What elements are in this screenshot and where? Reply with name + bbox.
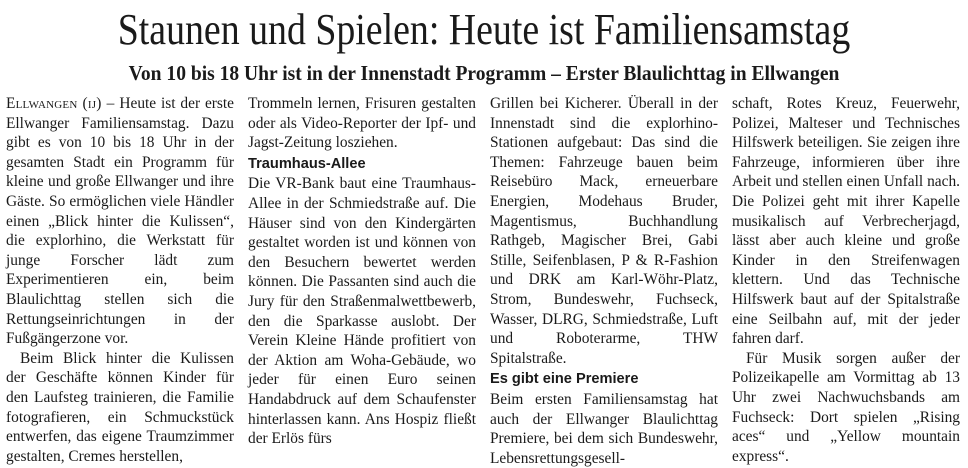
headline: Staunen und Spielen: Heute ist Familiensamstag xyxy=(117,5,851,54)
paragraph: Grillen bei Kicherer. Überall in der Innenstadt sind die explorhino-Stationen aufgebaut: Das sind die Themen: Fahrzeuge bauen beim Reisebüro Mack, erneuerbare Energien, Modehaus Bruder, Magentismus, Buchhandlung Rathgeb, Magischer Brei, Gabi Stille, Seifenblasen, P & R-Fashion und DRK am Karl-Wöhr-Platz, Strom, Bundeswehr, Fuchseck, Wasser, DLRG, Schmiedstraße, Luft und Roboterarme, THW Spitalstraße. xyxy=(490,95,718,367)
subheadline: Von 10 bis 18 Uhr ist in der Innenstadt Programm – Erster Blaulichttag in Ellwangen xyxy=(128,61,840,85)
paragraph xyxy=(6,94,234,349)
article-column-4 xyxy=(732,94,960,465)
paragraph-text: Heute ist der erste Ellwanger Familiensamstag. Dazu gibt es von 10 bis 18 Uhr in der gesamten Stadt ein Programm für kleine und große Ellwanger und ihre Gäste. So ermöglichen viele Händler einen „Blick hinter die Kulissen“, die explorhino, die Werkstatt für junge Forscher lädt zum Experimentieren ein, beim Blaulichttag stellen sich die Rettungseinrichtungen in der Fußgängerzone vor. xyxy=(6,95,234,348)
paragraph: Trommeln lernen, Frisuren gestalten oder als Video-Reporter der Ipf- und Jagst-Zeitung losziehen. xyxy=(248,95,476,152)
section-subhead: Es gibt eine Premiere xyxy=(490,371,639,388)
dateline: Ellwangen (ij) – xyxy=(6,95,115,112)
article-column-3 xyxy=(490,94,718,467)
paragraph: schaft, Rotes Kreuz, Feuerwehr, Polizei, Malteser und Technisches Hilfswerk beteiligen. Sie zeigen ihre Fahrzeuge, informieren über ihre Arbeit und stellen einen Unfall nach. Die Polizei geht mit ihrer Kapelle musikalisch auf Verbrecherjagd, lässt aber auch kleine und große Kinder in den Streifenwagen klettern. Und das Technische Hilfswerk baut auf der Spitalstraße eine Seilbahn auf, mit der jeder fahren darf. xyxy=(732,95,960,348)
paragraph: Beim Blick hinter die Kulissen der Geschäfte können Kinder für den Laufsteg trainieren, die Familie fotografieren, ein Schmuckstück entwerfen, das eigene Traumzimmer gestalten, Cremes herstellen, xyxy=(6,349,234,465)
paragraph: Für Musik sorgen außer der Polizeikapelle am Vormittag ab 13 Uhr zwei Nachwuchsbands am Fuchseck: Dort spielen „Rising aces“ und „Yellow mountain express“. xyxy=(732,349,960,465)
paragraph: Die VR-Bank baut eine Traumhaus-Allee in der Schmiedstraße auf. Die Häuser sind von den Kindergärten gestaltet worden ist und können von den Besuchern bewertet werden können. Die Passanten sind auch die Jury für den Straßenmalwettbewerb, den die Sparkasse auslobt. Der Verein Kleine Hände profitiert von der Aktion am Woha-Gebäude, wo jeder für einen Euro seinen Handabdruck auf dem Schaufenster hinterlassen kann. Ans Hospiz fließt der Erlös fürs xyxy=(248,175,476,448)
article-column-2 xyxy=(248,94,476,448)
paragraph: Beim ersten Familiensamstag hat auch der Ellwanger Blaulichttag Premiere, bei dem sich Bundeswehr, Lebensrettungsgesell- xyxy=(490,390,718,467)
article-column-1 xyxy=(6,94,234,465)
section-subhead: Traumhaus-Allee xyxy=(248,155,366,172)
